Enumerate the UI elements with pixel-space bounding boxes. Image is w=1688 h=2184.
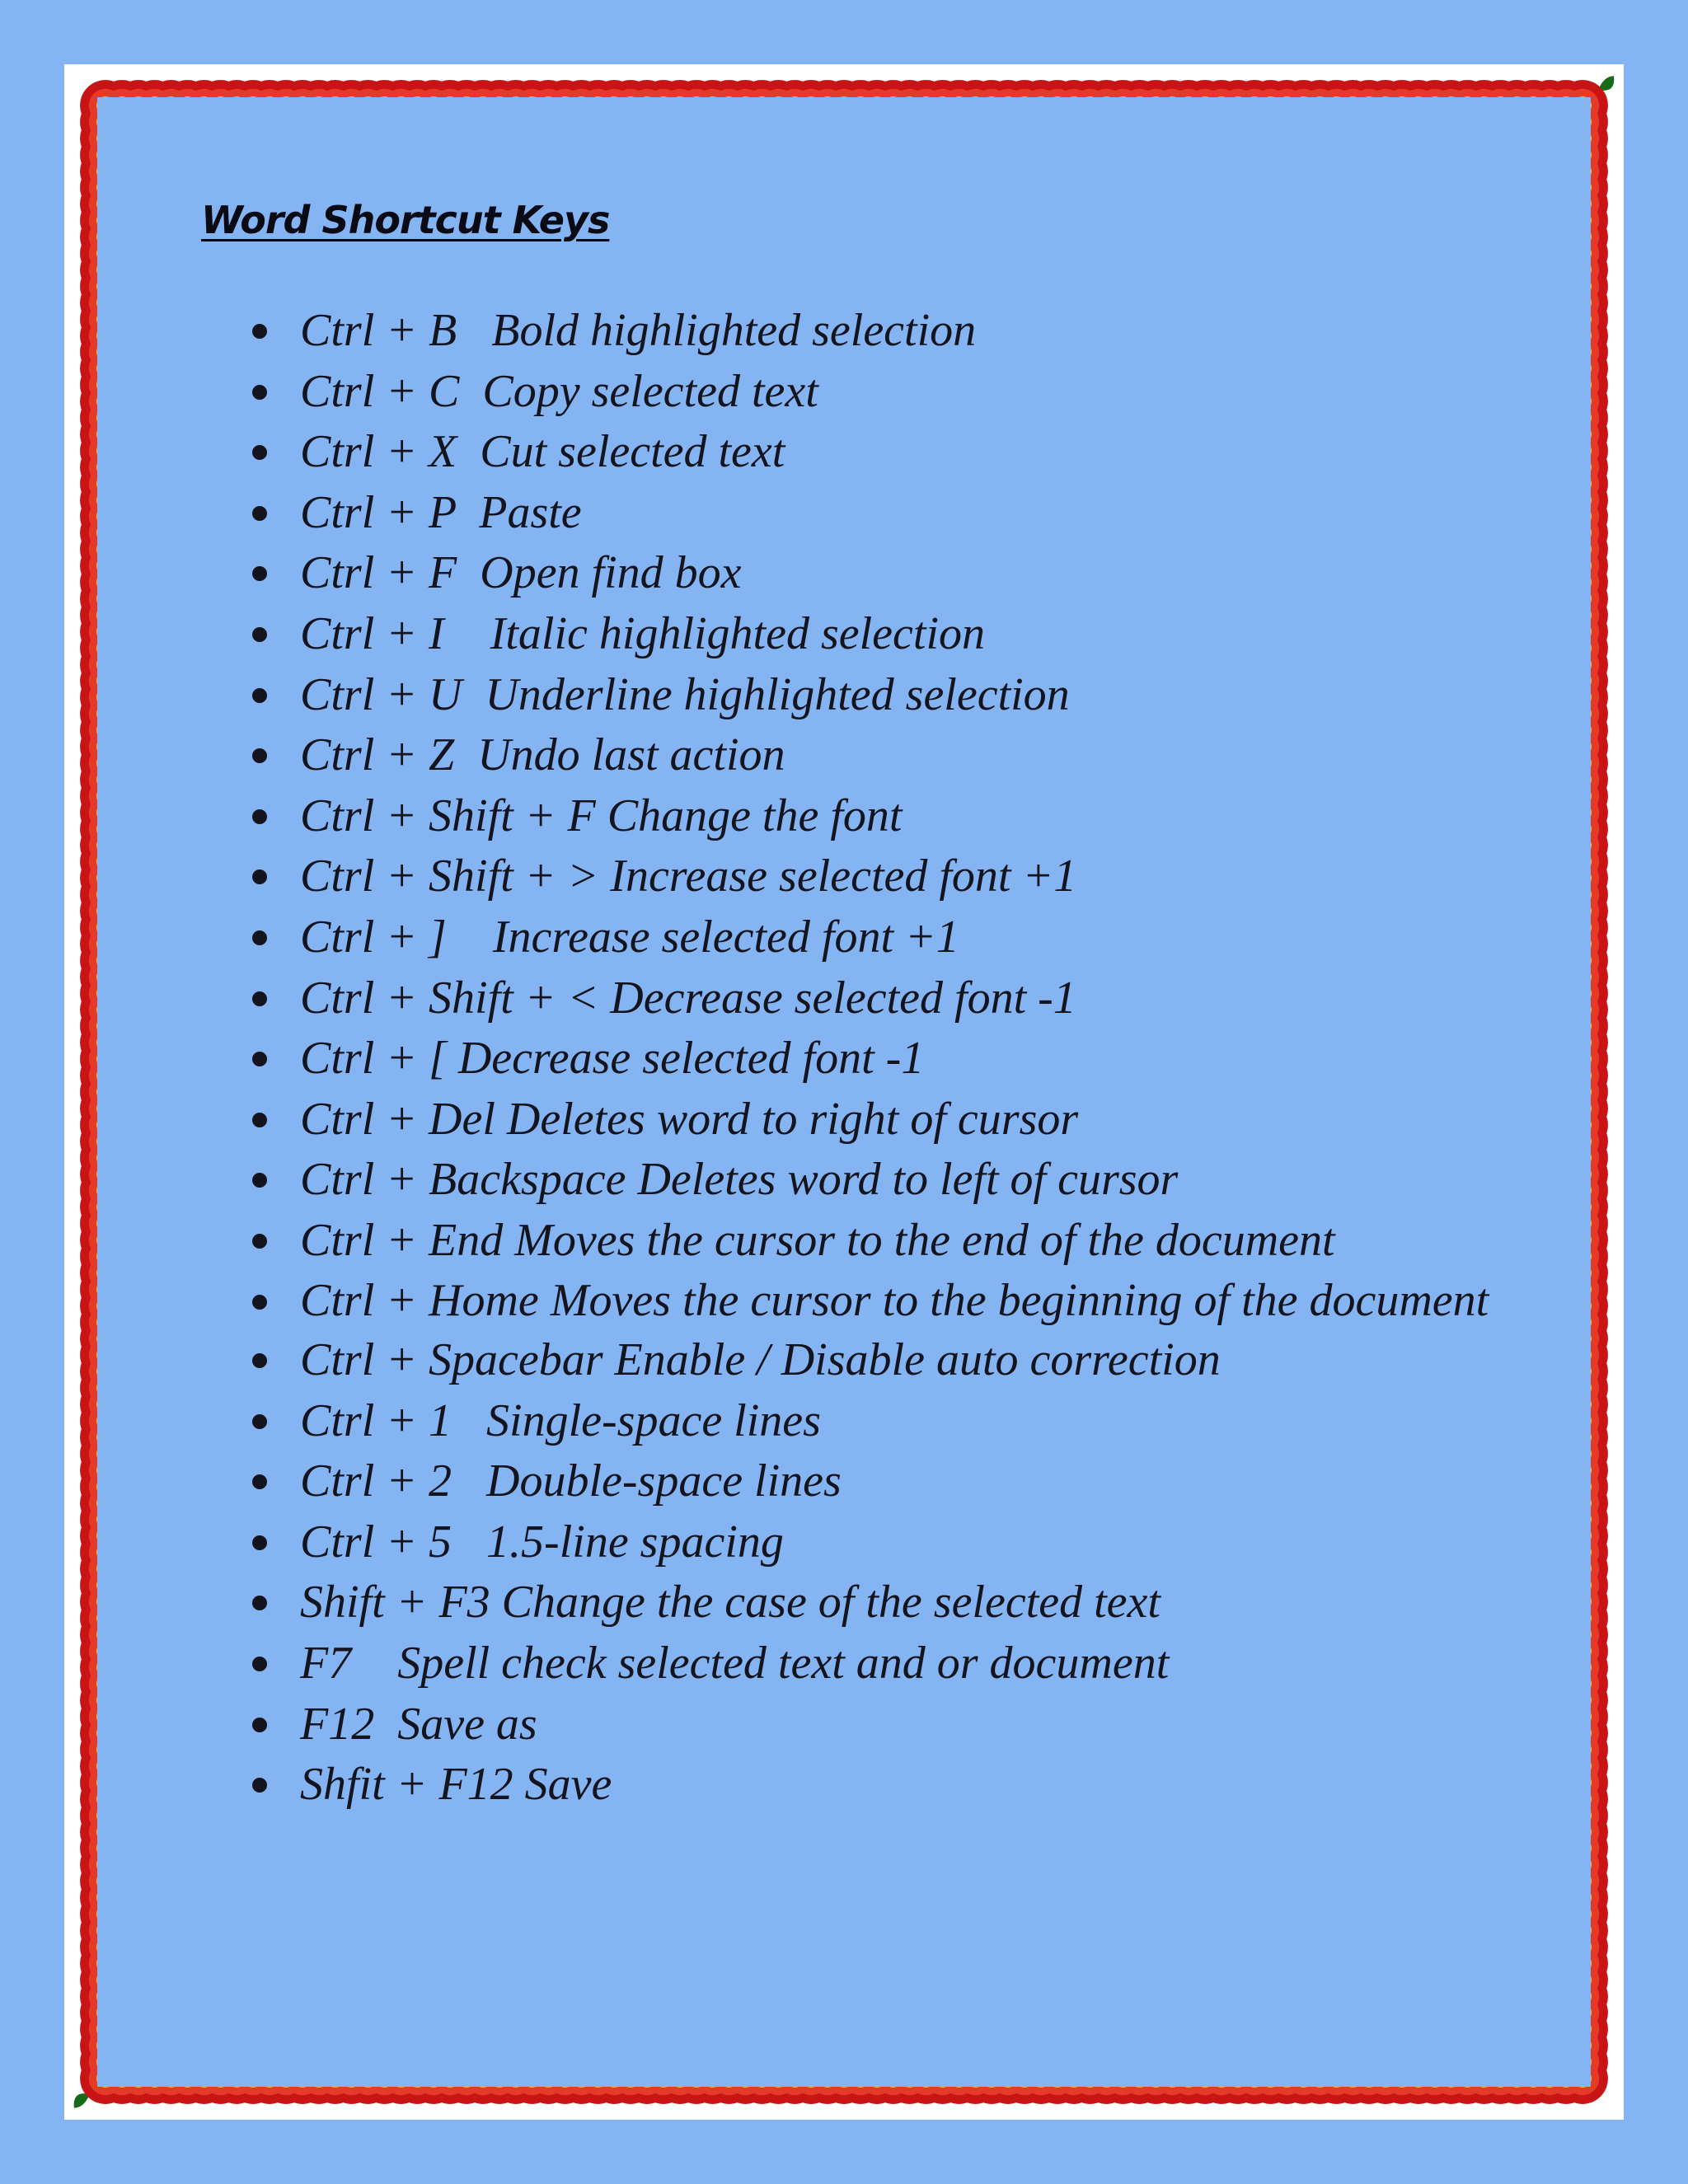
list-item	[247, 1697, 1492, 1752]
bullet-icon	[252, 1474, 267, 1489]
list-item	[247, 364, 1492, 419]
bullet-icon	[252, 506, 267, 521]
bullet-icon	[252, 1353, 267, 1368]
bullet-icon	[252, 627, 267, 642]
shortcut-text: Shift + F3 Change the case of the selected text	[300, 1577, 1160, 1629]
shortcut-text: Ctrl + F Open find box	[300, 547, 742, 599]
bullet-icon	[252, 445, 267, 460]
list-item	[247, 668, 1492, 723]
bullet-icon	[252, 688, 267, 703]
shortcut-text: Ctrl + 1 Single-space lines	[300, 1394, 821, 1446]
list-item	[247, 971, 1492, 1026]
list-item	[247, 789, 1492, 844]
bullet-icon	[252, 1113, 267, 1127]
shortcut-text: Ctrl + B Bold highlighted selection	[300, 305, 977, 356]
list-item	[247, 1454, 1492, 1509]
list-item	[247, 303, 1492, 359]
list-item	[247, 1575, 1492, 1630]
list-item	[247, 546, 1492, 601]
shortcut-text: Ctrl + Backspace Deletes word to left of cursor	[300, 1154, 1179, 1206]
list-item	[247, 1394, 1492, 1449]
bullet-icon	[252, 1052, 267, 1066]
shortcut-text: Ctrl + Del Deletes word to right of cursor	[300, 1093, 1079, 1145]
shortcut-text: Ctrl + Shift + < Decrease selected font -1	[300, 972, 1076, 1024]
shortcut-text: Ctrl + Shift + F Change the font	[300, 790, 903, 841]
bullet-icon	[252, 1778, 267, 1793]
shortcut-text: Ctrl + X Cut selected text	[300, 426, 785, 478]
shortcut-text: Ctrl + Z Undo last action	[300, 729, 785, 781]
shortcut-list	[247, 303, 1492, 1818]
list-item	[247, 849, 1492, 904]
shortcut-text: Ctrl + P Paste	[300, 486, 582, 538]
list-item	[247, 910, 1492, 965]
bullet-icon	[252, 748, 267, 763]
bullet-icon	[252, 1414, 267, 1429]
shortcut-text: Ctrl + U Underline highlighted selection	[300, 668, 1070, 720]
bullet-icon	[252, 1295, 267, 1310]
bullet-icon	[252, 566, 267, 581]
shortcut-text: Ctrl + Shift + > Increase selected font +1	[300, 851, 1077, 902]
bullet-icon	[252, 930, 267, 945]
list-item	[247, 1274, 1492, 1328]
list-item	[247, 1213, 1492, 1268]
bullet-icon	[252, 324, 267, 339]
bullet-icon	[252, 385, 267, 400]
shortcut-text: Ctrl + 2 Double-space lines	[300, 1455, 842, 1507]
bullet-icon	[252, 869, 267, 884]
bullet-icon	[252, 1173, 267, 1188]
shortcut-text: Ctrl + End Moves the cursor to the end of the document	[300, 1214, 1335, 1266]
list-item	[247, 1333, 1492, 1388]
bullet-icon	[252, 1596, 267, 1610]
bullet-icon	[252, 1718, 267, 1732]
list-item	[247, 485, 1492, 541]
list-item	[247, 1757, 1492, 1812]
bullet-icon	[252, 1234, 267, 1249]
shortcut-text: Ctrl + [ Decrease selected font -1	[300, 1033, 925, 1085]
shortcut-text: Ctrl + Spacebar Enable / Disable auto correction	[300, 1334, 1221, 1386]
shortcut-text: F7 Spell check selected text and or document	[300, 1638, 1170, 1690]
list-item	[247, 607, 1492, 662]
list-item	[247, 1636, 1492, 1691]
shortcut-text: Ctrl + C Copy selected text	[300, 365, 818, 417]
bullet-icon	[252, 809, 267, 824]
shortcut-text: Ctrl + 5 1.5-line spacing	[300, 1516, 784, 1568]
bullet-icon	[252, 1657, 267, 1671]
list-item	[247, 1031, 1492, 1086]
bullet-icon	[252, 991, 267, 1006]
bullet-icon	[252, 1535, 267, 1550]
shortcut-text: Ctrl + ] Increase selected font +1	[300, 911, 959, 963]
page-title: Word Shortcut Keys	[201, 198, 610, 242]
shortcut-text: Shfit + F12 Save	[300, 1759, 612, 1811]
list-item	[247, 1152, 1492, 1207]
shortcut-text: F12 Save as	[300, 1698, 537, 1750]
shortcut-text: Ctrl + Home Moves the cursor to the beginning of the document	[300, 1274, 1489, 1326]
list-item	[247, 1515, 1492, 1570]
list-item	[247, 1092, 1492, 1147]
shortcut-text: Ctrl + I Italic highlighted selection	[300, 607, 986, 659]
list-item	[247, 728, 1492, 783]
list-item	[247, 424, 1492, 480]
